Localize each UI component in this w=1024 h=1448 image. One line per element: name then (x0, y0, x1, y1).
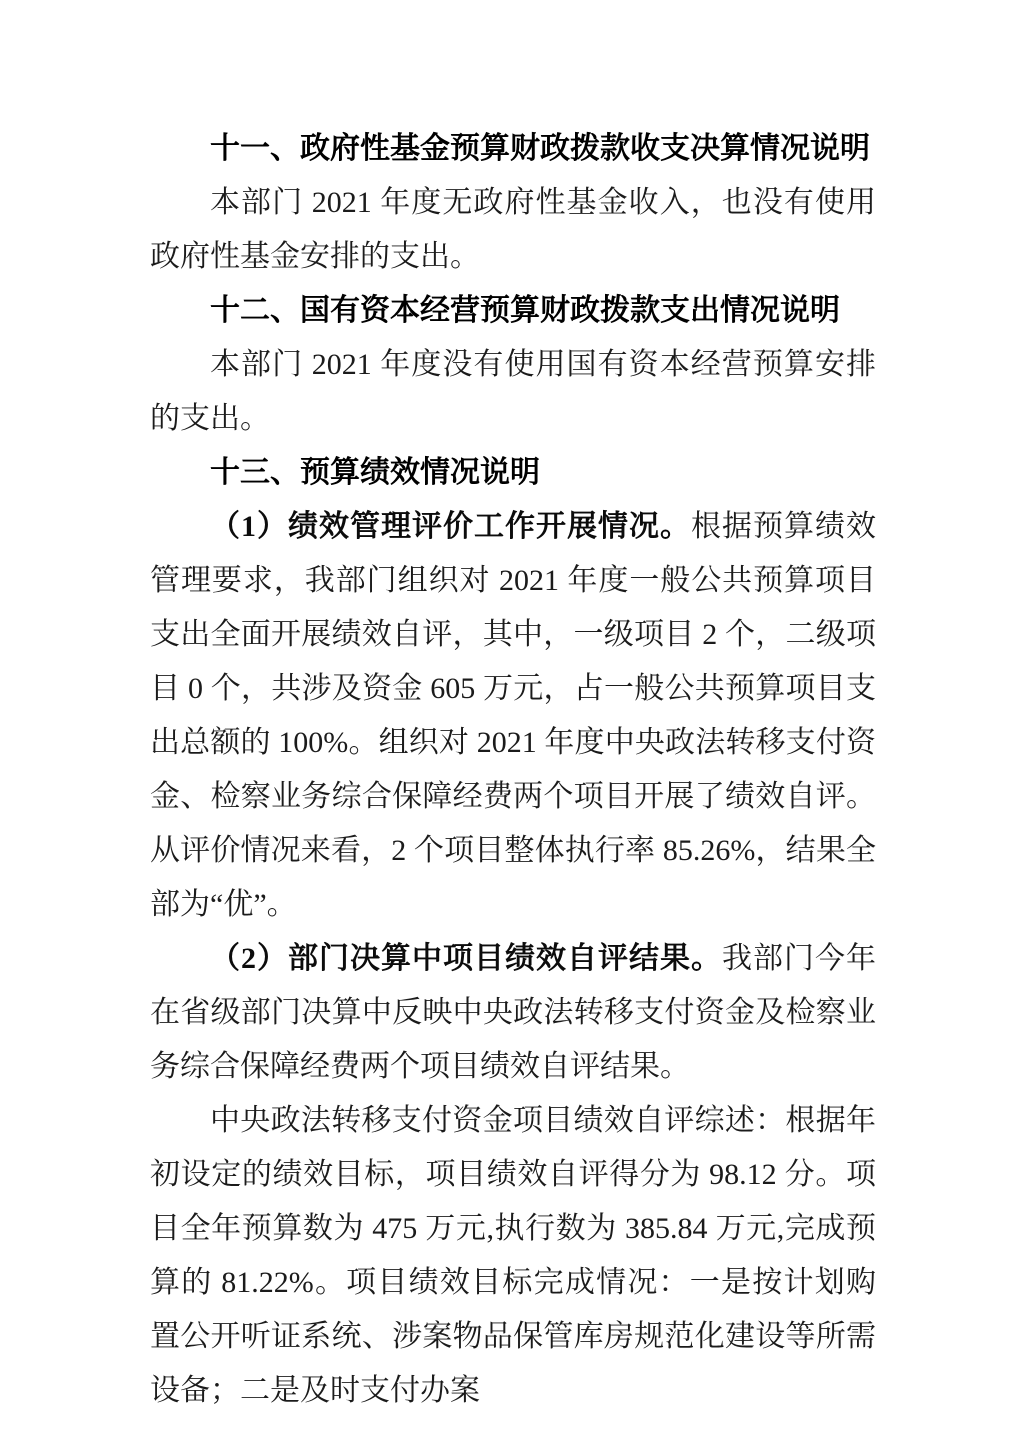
paragraph-gov-fund: 本部门 2021 年度无政府性基金收入，也没有使用政府性基金安排的支出。 (150, 186, 876, 273)
section-heading-13: 十三、预算绩效情况说明 (210, 456, 540, 489)
paragraph-self-evaluation-results (150, 932, 876, 1094)
section-heading-12: 十二、国有资本经营预算财政拨款支出情况说明 (210, 294, 840, 327)
paragraph-body-text-1: 根据预算绩效管理要求，我部门组织对 2021 年度一般公共预算项目支出全面开展绩效自评，其中，一级项目 2 个，二级项目 0 个，共涉及资金 605 万元，占一般公共预算项目支出总额的 100%。组织对 2021 年度中央政法转移支付资金、检察业务综合保障经费两个项目开展了绩效自评。从评价情况来看，2 个项目整体执行率 85.26%，结果全部为“优”。 (150, 510, 876, 921)
paragraph-lead-bold-1: （1）绩效管理评价工作开展情况。 (210, 510, 691, 543)
paragraph-performance-evaluation (150, 500, 876, 932)
paragraph-lead-bold-2: （2）部门决算中项目绩效自评结果。 (210, 942, 722, 975)
paragraph-central-transfer-funds: 中央政法转移支付资金项目绩效自评综述：根据年初设定的绩效目标，项目绩效自评得分为 98.12 分。项目全年预算数为 475 万元,执行数为 385.84 万元,完成预算的 81.22%。项目绩效目标完成情况：一是按计划购置公开听证系统、涉案物品保管库房规范化建设等所需设备；二是及时支付办案 (150, 1104, 876, 1407)
paragraph-state-capital: 本部门 2021 年度没有使用国有资本经营预算安排的支出。 (150, 348, 876, 435)
section-heading-11: 十一、政府性基金预算财政拨款收支决算情况说明 (210, 132, 870, 165)
paragraph-body-text-2: 我部门今年在省级部门决算中反映中央政法转移支付资金及检察业务综合保障经费两个项目绩效自评结果。 (150, 942, 876, 1083)
